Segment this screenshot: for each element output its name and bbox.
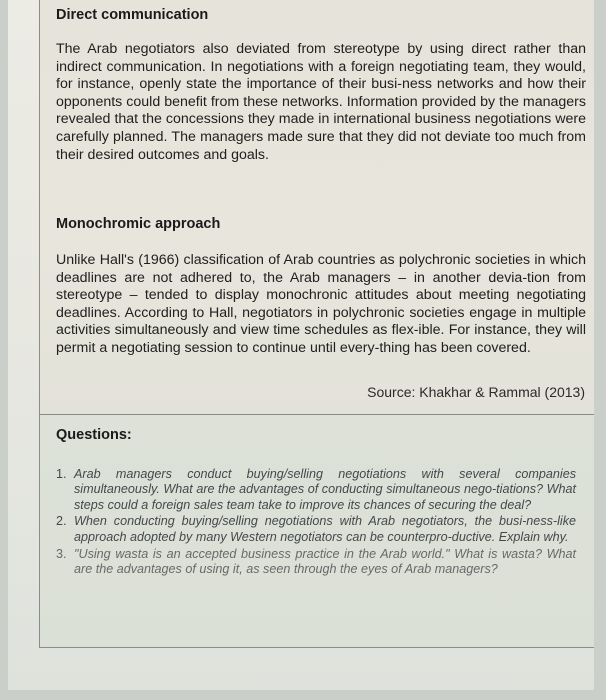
- question-number: 3.: [56, 547, 67, 562]
- question-text: Arab managers conduct buying/selling negotiations with several companies simultaneously. What are the advantages of conducting simultaneous nego-tiations? What steps could a foreign sales team take to improve its chances of securing the deal?: [74, 467, 576, 512]
- question-item: [56, 547, 576, 578]
- question-text: When conducting buying/selling negotiations with Arab negotiators, the busi-ness-like approach adopted by many Western negotiators can be counterpro-ductive. Explain why.: [74, 514, 576, 544]
- question-item: [56, 514, 576, 545]
- source-citation: Source: Khakhar & Rammal (2013): [367, 384, 585, 400]
- question-number: 2.: [56, 514, 67, 529]
- questions-box: [39, 414, 594, 648]
- section-heading-monochromic-approach: Monochromic approach: [56, 216, 221, 232]
- question-list: [56, 467, 576, 578]
- paragraph-monochromic-approach: Unlike Hall's (1966) classification of Arab countries as polychronic societies in which deadlines are not adhered to, the Arab managers – in another devia-tion from stereotype – tended to display monochronic attitudes about meeting negotiating deadlines. According to Hall, negotiators in polychronic societies engage in multiple activities simultaneously and view time schedules as flex-ible. For instance, they will permit a negotiating session to continue until every-thing has been covered.: [56, 252, 586, 356]
- section-heading-direct-communication: Direct communication: [56, 7, 209, 23]
- question-number: 1.: [56, 467, 67, 481]
- case-text-box: [39, 0, 594, 420]
- questions-heading: Questions:: [56, 427, 132, 443]
- textbook-page: [8, 0, 594, 690]
- paragraph-direct-communication: The Arab negotiators also deviated from stereotype by using direct rather than indirect communication. In negotiations with a foreign negotiating team, they would, for instance, openly state the importance of their busi-ness networks and how their opponents could benefit from these networks. Information provided by the managers revealed that the concessions they made in international business negotiations were carefully planned. The managers made sure that they did not deviate too much from their desired outcomes and goals.: [56, 41, 586, 163]
- question-item: [56, 467, 576, 513]
- question-text: "Using wasta is an accepted business practice in the Arab world." What is wasta? What are the advantages of using it, as seen through the eyes of Arab managers?: [74, 547, 576, 577]
